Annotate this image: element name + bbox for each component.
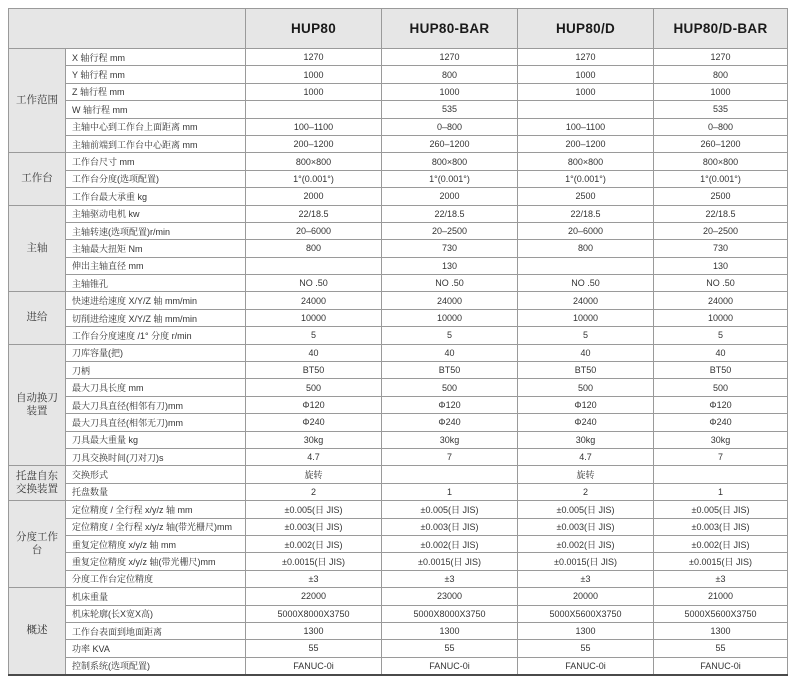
spec-value: 800×800	[654, 153, 788, 170]
group-label: 托盘自东交换装置	[9, 466, 66, 501]
spec-value: Φ240	[518, 414, 654, 431]
spec-label: 刀库容量(把)	[66, 344, 246, 361]
spec-value: 40	[654, 344, 788, 361]
spec-value: Φ240	[654, 414, 788, 431]
group-label: 分度工作台	[9, 501, 66, 588]
spec-value: BT50	[518, 362, 654, 379]
spec-value: 1°(0.001°)	[246, 170, 382, 187]
spec-label: W 轴行程 mm	[66, 101, 246, 118]
spec-value: 730	[382, 240, 518, 257]
spec-label: Z 轴行程 mm	[66, 83, 246, 100]
spec-table-body	[9, 49, 788, 675]
spec-value: Φ120	[518, 396, 654, 413]
spec-value: 旋转	[246, 466, 382, 483]
spec-value: 500	[382, 379, 518, 396]
spec-value: 1°(0.001°)	[654, 170, 788, 187]
spec-value: 5	[382, 327, 518, 344]
column-header-hup80-bar: HUP80-BAR	[382, 9, 518, 49]
table-row	[9, 327, 788, 344]
spec-value: 500	[246, 379, 382, 396]
column-header-hup80: HUP80	[246, 9, 382, 49]
spec-value: 5000X8000X3750	[246, 605, 382, 622]
spec-value: Φ120	[382, 396, 518, 413]
spec-value: 55	[382, 640, 518, 657]
table-row	[9, 431, 788, 448]
spec-value: 30kg	[382, 431, 518, 448]
spec-value: 24000	[518, 292, 654, 309]
spec-label: 工作台分度(选项配置)	[66, 170, 246, 187]
spec-value: 1000	[518, 66, 654, 83]
spec-value: 1270	[518, 49, 654, 66]
spec-value: 1°(0.001°)	[382, 170, 518, 187]
spec-value: 40	[518, 344, 654, 361]
spec-label: 主轴中心到工作台上面距离 mm	[66, 118, 246, 135]
group-label: 工作台	[9, 153, 66, 205]
spec-value: 4.7	[246, 448, 382, 465]
spec-value: 1000	[246, 83, 382, 100]
table-row	[9, 257, 788, 274]
spec-value	[246, 101, 382, 118]
table-row	[9, 309, 788, 326]
spec-label: 刀具交换时间(刀对刀)s	[66, 448, 246, 465]
spec-value: 23000	[382, 588, 518, 605]
spec-value: 800	[246, 240, 382, 257]
table-row	[9, 275, 788, 292]
spec-value: 10000	[246, 309, 382, 326]
spec-value: 20–2500	[382, 222, 518, 239]
spec-value: 24000	[382, 292, 518, 309]
spec-label: 交换形式	[66, 466, 246, 483]
table-row	[9, 396, 788, 413]
table-row	[9, 362, 788, 379]
spec-value: NO .50	[518, 275, 654, 292]
spec-value: NO .50	[654, 275, 788, 292]
spec-value: 130	[382, 257, 518, 274]
spec-label: 主轴锥孔	[66, 275, 246, 292]
spec-value: 800	[382, 66, 518, 83]
spec-value: 30kg	[518, 431, 654, 448]
spec-value: 24000	[654, 292, 788, 309]
table-row	[9, 622, 788, 639]
spec-value: 535	[382, 101, 518, 118]
spec-value: 800×800	[518, 153, 654, 170]
spec-label: 切削进给速度 X/Y/Z 轴 mm/min	[66, 309, 246, 326]
spec-value: 2	[246, 483, 382, 500]
table-row	[9, 448, 788, 465]
spec-value: 2500	[518, 188, 654, 205]
spec-value: ±0.005(日 JIS)	[654, 501, 788, 518]
spec-table	[8, 8, 788, 676]
table-row	[9, 414, 788, 431]
spec-value: Φ120	[246, 396, 382, 413]
spec-value: 40	[246, 344, 382, 361]
spec-value: 5000X5600X3750	[654, 605, 788, 622]
spec-value: ±0.005(日 JIS)	[518, 501, 654, 518]
table-row	[9, 49, 788, 66]
spec-value: 10000	[382, 309, 518, 326]
group-label: 进给	[9, 292, 66, 344]
spec-label: 伸出主轴直径 mm	[66, 257, 246, 274]
spec-value: 260–1200	[654, 135, 788, 152]
spec-value: 1300	[654, 622, 788, 639]
spec-value: 22/18.5	[246, 205, 382, 222]
spec-value: 7	[382, 448, 518, 465]
table-row	[9, 501, 788, 518]
spec-value: 5	[246, 327, 382, 344]
group-label: 工作范围	[9, 49, 66, 153]
spec-value: 1000	[654, 83, 788, 100]
spec-value: BT50	[654, 362, 788, 379]
spec-value: 730	[654, 240, 788, 257]
spec-label: 最大刀具直径(相邻有刀)mm	[66, 396, 246, 413]
spec-value: 10000	[654, 309, 788, 326]
spec-value: 21000	[654, 588, 788, 605]
table-row	[9, 466, 788, 483]
spec-value: BT50	[246, 362, 382, 379]
spec-value: 22/18.5	[654, 205, 788, 222]
spec-value: FANUC-0i	[382, 657, 518, 674]
table-row	[9, 170, 788, 187]
table-row	[9, 379, 788, 396]
spec-value: ±3	[518, 570, 654, 587]
spec-label: 主轴前端到工作台中心距离 mm	[66, 135, 246, 152]
spec-value: NO .50	[246, 275, 382, 292]
spec-value: Φ240	[382, 414, 518, 431]
spec-label: 机床轮廓(长X宽X高)	[66, 605, 246, 622]
spec-value: 5000X5600X3750	[518, 605, 654, 622]
spec-value: ±0.002(日 JIS)	[382, 535, 518, 552]
spec-value: ±0.0015(日 JIS)	[654, 553, 788, 570]
group-label: 概述	[9, 588, 66, 675]
spec-value: ±0.002(日 JIS)	[654, 535, 788, 552]
header-row	[9, 9, 788, 49]
spec-value: ±0.005(日 JIS)	[382, 501, 518, 518]
spec-value: NO .50	[382, 275, 518, 292]
spec-value: ±3	[246, 570, 382, 587]
spec-label: 主轴驱动电机 kw	[66, 205, 246, 222]
spec-value: ±0.005(日 JIS)	[246, 501, 382, 518]
spec-label: Y 轴行程 mm	[66, 66, 246, 83]
spec-value: 0–800	[654, 118, 788, 135]
spec-value: 旋转	[518, 466, 654, 483]
spec-value: 24000	[246, 292, 382, 309]
spec-value: 260–1200	[382, 135, 518, 152]
table-row	[9, 135, 788, 152]
table-row	[9, 605, 788, 622]
spec-value: 4.7	[518, 448, 654, 465]
spec-value: 55	[518, 640, 654, 657]
spec-value: 1300	[246, 622, 382, 639]
spec-value: 200–1200	[518, 135, 654, 152]
spec-label: 分度工作台定位精度	[66, 570, 246, 587]
column-header-hup80-d-bar: HUP80/D-BAR	[654, 9, 788, 49]
spec-value: 30kg	[654, 431, 788, 448]
spec-value: ±0.0015(日 JIS)	[518, 553, 654, 570]
table-row	[9, 66, 788, 83]
spec-value: 800×800	[246, 153, 382, 170]
spec-value: 1	[654, 483, 788, 500]
spec-value: 200–1200	[246, 135, 382, 152]
spec-value: 1	[382, 483, 518, 500]
spec-value: 1270	[654, 49, 788, 66]
spec-value: 800	[518, 240, 654, 257]
spec-value: 2	[518, 483, 654, 500]
spec-value: FANUC-0i	[654, 657, 788, 674]
spec-value: 7	[654, 448, 788, 465]
spec-value: 1000	[246, 66, 382, 83]
spec-value: ±0.0015(日 JIS)	[246, 553, 382, 570]
spec-value: ±3	[654, 570, 788, 587]
spec-label: 定位精度 / 全行程 x/y/z 轴 mm	[66, 501, 246, 518]
spec-value: FANUC-0i	[246, 657, 382, 674]
spec-value	[382, 466, 518, 483]
table-row	[9, 483, 788, 500]
table-row	[9, 553, 788, 570]
table-row	[9, 222, 788, 239]
spec-label: 最大刀具直径(相邻无刀)mm	[66, 414, 246, 431]
spec-value: 1°(0.001°)	[518, 170, 654, 187]
spec-value: 800	[654, 66, 788, 83]
spec-value: ±0.003(日 JIS)	[518, 518, 654, 535]
spec-value: 500	[518, 379, 654, 396]
spec-value	[518, 101, 654, 118]
spec-value: 1270	[246, 49, 382, 66]
spec-label: 最大刀具长度 mm	[66, 379, 246, 396]
spec-label: 工作台最大承重 kg	[66, 188, 246, 205]
spec-value: 100–1100	[518, 118, 654, 135]
spec-label: 刀柄	[66, 362, 246, 379]
spec-value: 20–2500	[654, 222, 788, 239]
spec-value	[654, 466, 788, 483]
spec-value: 22000	[246, 588, 382, 605]
spec-value: 2500	[654, 188, 788, 205]
spec-label: 重复定位精度 x/y/z 轴 mm	[66, 535, 246, 552]
spec-value: 800×800	[382, 153, 518, 170]
spec-value: 55	[246, 640, 382, 657]
spec-label: 机床重量	[66, 588, 246, 605]
table-row	[9, 640, 788, 657]
spec-value: 55	[654, 640, 788, 657]
spec-label: 功率 KVA	[66, 640, 246, 657]
spec-label: 重复定位精度 x/y/z 轴(带光栅尺)mm	[66, 553, 246, 570]
column-header-hup80-d: HUP80/D	[518, 9, 654, 49]
spec-value: 5	[518, 327, 654, 344]
spec-value: 535	[654, 101, 788, 118]
table-row	[9, 205, 788, 222]
spec-label: 定位精度 / 全行程 x/y/z 轴(带光栅尺)mm	[66, 518, 246, 535]
spec-label: 工作台表面到地面距离	[66, 622, 246, 639]
table-row	[9, 101, 788, 118]
spec-value: 500	[654, 379, 788, 396]
spec-label: 工作台分度速度 /1° 分度 r/min	[66, 327, 246, 344]
spec-value: 1300	[382, 622, 518, 639]
spec-value: FANUC-0i	[518, 657, 654, 674]
table-row	[9, 240, 788, 257]
spec-value: Φ240	[246, 414, 382, 431]
spec-value: 1000	[382, 83, 518, 100]
spec-value: 40	[382, 344, 518, 361]
corner-cell	[9, 9, 246, 49]
spec-value: ±0.003(日 JIS)	[246, 518, 382, 535]
table-row	[9, 535, 788, 552]
spec-value: 22/18.5	[382, 205, 518, 222]
spec-value: ±0.002(日 JIS)	[518, 535, 654, 552]
spec-label: 主轴最大扭矩 Nm	[66, 240, 246, 257]
spec-value: 20000	[518, 588, 654, 605]
spec-label: 刀具最大重量 kg	[66, 431, 246, 448]
spec-value: 20–6000	[246, 222, 382, 239]
spec-value: 5	[654, 327, 788, 344]
table-row	[9, 344, 788, 361]
spec-value: 1300	[518, 622, 654, 639]
spec-label: 主轴转速(选项配置)r/min	[66, 222, 246, 239]
spec-value: 1270	[382, 49, 518, 66]
spec-label: 控制系统(选项配置)	[66, 657, 246, 674]
spec-value: 30kg	[246, 431, 382, 448]
spec-value: Φ120	[654, 396, 788, 413]
spec-value: 1000	[518, 83, 654, 100]
table-row	[9, 657, 788, 674]
group-label: 主轴	[9, 205, 66, 292]
spec-label: X 轴行程 mm	[66, 49, 246, 66]
spec-label: 快速进给速度 X/Y/Z 轴 mm/min	[66, 292, 246, 309]
table-row	[9, 83, 788, 100]
spec-value: ±0.0015(日 JIS)	[382, 553, 518, 570]
table-row	[9, 292, 788, 309]
spec-value: 22/18.5	[518, 205, 654, 222]
spec-value: 2000	[246, 188, 382, 205]
spec-value: 100–1100	[246, 118, 382, 135]
table-row	[9, 588, 788, 605]
spec-value: 130	[654, 257, 788, 274]
table-row	[9, 188, 788, 205]
spec-value: BT50	[382, 362, 518, 379]
table-row	[9, 570, 788, 587]
table-row	[9, 518, 788, 535]
spec-label: 工作台尺寸 mm	[66, 153, 246, 170]
spec-value	[246, 257, 382, 274]
spec-value: 20–6000	[518, 222, 654, 239]
group-label: 自动换刀装置	[9, 344, 66, 466]
table-row	[9, 118, 788, 135]
table-row	[9, 153, 788, 170]
spec-value: 10000	[518, 309, 654, 326]
spec-value: 2000	[382, 188, 518, 205]
spec-value: ±3	[382, 570, 518, 587]
spec-value: 0–800	[382, 118, 518, 135]
spec-value: ±0.003(日 JIS)	[654, 518, 788, 535]
spec-value: 5000X8000X3750	[382, 605, 518, 622]
spec-value: ±0.002(日 JIS)	[246, 535, 382, 552]
spec-value: ±0.003(日 JIS)	[382, 518, 518, 535]
spec-label: 托盘数量	[66, 483, 246, 500]
spec-value	[518, 257, 654, 274]
